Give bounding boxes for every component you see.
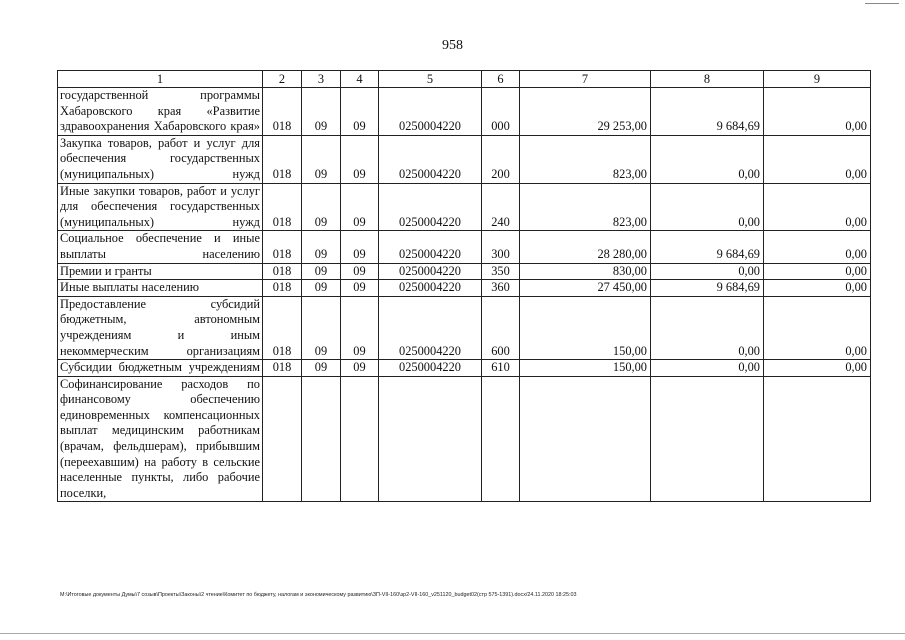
cell-ministry: 018 [263,263,302,280]
cell-subsection: 09 [341,88,379,136]
cell-amount-9: 0,00 [764,296,871,359]
cell-amount-9: 0,00 [764,183,871,231]
table-row [58,280,871,297]
cell-ministry: 018 [263,183,302,231]
cell-section: 09 [302,183,341,231]
cell-ministry: 018 [263,231,302,263]
cell-target-article [379,376,482,502]
cell-section: 09 [302,296,341,359]
row-name: Иные выплаты населению [58,280,263,297]
cell-section: 09 [302,360,341,377]
cell-subsection: 09 [341,183,379,231]
document-path-footer: M:\Итоговые документы Думы\7 созыв\Проекты\Законы\2 чтение\Комитет по бюджету, налогам и экономическому развитию\ЗП-VII-160\зр2-VII-160_v251120_budget02(стр 575-1391).docx/24.11.2020 18:25:03 [60,592,577,598]
column-header: 8 [651,71,764,88]
cell-target-article: 0250004220 [379,296,482,359]
cell-subsection [341,376,379,502]
cell-amount-7: 823,00 [520,135,651,183]
cell-subsection: 09 [341,360,379,377]
cell-subsection: 09 [341,296,379,359]
cell-section: 09 [302,280,341,297]
cell-expense-type [482,376,520,502]
table-row [58,231,871,263]
cell-target-article: 0250004220 [379,231,482,263]
budget-table [57,70,871,502]
cell-amount-9: 0,00 [764,88,871,136]
cell-target-article: 0250004220 [379,280,482,297]
cell-amount-7: 27 450,00 [520,280,651,297]
row-name: Субсидии бюджетным учреждениям [58,360,263,377]
bottom-rule [0,633,905,634]
column-header: 4 [341,71,379,88]
cell-amount-9: 0,00 [764,135,871,183]
column-header: 1 [58,71,263,88]
cell-amount-9: 0,00 [764,360,871,377]
cell-ministry: 018 [263,296,302,359]
top-rule [865,3,899,4]
column-header: 5 [379,71,482,88]
page-number: 958 [442,38,463,53]
cell-amount-7: 830,00 [520,263,651,280]
cell-target-article: 0250004220 [379,183,482,231]
cell-expense-type: 610 [482,360,520,377]
cell-amount-8: 0,00 [651,183,764,231]
cell-expense-type: 240 [482,183,520,231]
cell-amount-7: 150,00 [520,296,651,359]
cell-amount-7: 823,00 [520,183,651,231]
cell-target-article: 0250004220 [379,263,482,280]
cell-subsection: 09 [341,135,379,183]
cell-expense-type: 300 [482,231,520,263]
table-row [58,360,871,377]
cell-amount-7: 29 253,00 [520,88,651,136]
cell-expense-type: 350 [482,263,520,280]
cell-section: 09 [302,88,341,136]
cell-ministry: 018 [263,135,302,183]
cell-amount-8: 9 684,69 [651,231,764,263]
table-row [58,376,871,502]
cell-ministry: 018 [263,88,302,136]
column-header: 7 [520,71,651,88]
cell-target-article: 0250004220 [379,360,482,377]
cell-subsection: 09 [341,263,379,280]
cell-amount-7: 150,00 [520,360,651,377]
table-row [58,88,871,136]
cell-amount-8: 9 684,69 [651,280,764,297]
cell-expense-type: 200 [482,135,520,183]
cell-section: 09 [302,263,341,280]
cell-amount-8: 0,00 [651,360,764,377]
row-name: Иные закупки товаров, работ и услуг для обеспечения государственных (муниципальных) нужд [58,183,263,231]
cell-amount-9: 0,00 [764,231,871,263]
cell-section: 09 [302,231,341,263]
cell-section [302,376,341,502]
cell-subsection: 09 [341,231,379,263]
column-header: 2 [263,71,302,88]
cell-amount-7: 28 280,00 [520,231,651,263]
table-row [58,296,871,359]
table-row [58,263,871,280]
column-header: 3 [302,71,341,88]
row-name: Закупка товаров, работ и услуг для обеспечения государственных (муниципальных) нужд [58,135,263,183]
cell-expense-type: 360 [482,280,520,297]
cell-amount-8: 0,00 [651,135,764,183]
cell-ministry [263,376,302,502]
table-row [58,183,871,231]
cell-ministry: 018 [263,280,302,297]
cell-expense-type: 000 [482,88,520,136]
cell-amount-7 [520,376,651,502]
column-header: 9 [764,71,871,88]
cell-amount-8: 0,00 [651,263,764,280]
cell-expense-type: 600 [482,296,520,359]
cell-target-article: 0250004220 [379,135,482,183]
cell-section: 09 [302,135,341,183]
cell-ministry: 018 [263,360,302,377]
cell-amount-8: 9 684,69 [651,88,764,136]
cell-amount-8: 0,00 [651,296,764,359]
cell-target-article: 0250004220 [379,88,482,136]
column-header: 6 [482,71,520,88]
row-name: Софинансирование расходов по финансовому обеспечению единовременных компенсационных выплат медицинским работникам (врачам, фельдшерам), прибывшим (переехавшим) на работу в сельские населенные пункты, либо рабочие поселки, [58,376,263,502]
cell-subsection: 09 [341,280,379,297]
row-name: государственной программы Хабаровского края «Развитие здравоохранения Хабаровского края» [58,88,263,136]
cell-amount-8 [651,376,764,502]
row-name: Предоставление субсидий бюджетным, автономным учреждениям и иным некоммерческим организациям [58,296,263,359]
row-name: Премии и гранты [58,263,263,280]
cell-amount-9: 0,00 [764,280,871,297]
cell-amount-9 [764,376,871,502]
table-header-row [58,71,871,88]
table-row [58,135,871,183]
row-name: Социальное обеспечение и иные выплаты населению [58,231,263,263]
cell-amount-9: 0,00 [764,263,871,280]
